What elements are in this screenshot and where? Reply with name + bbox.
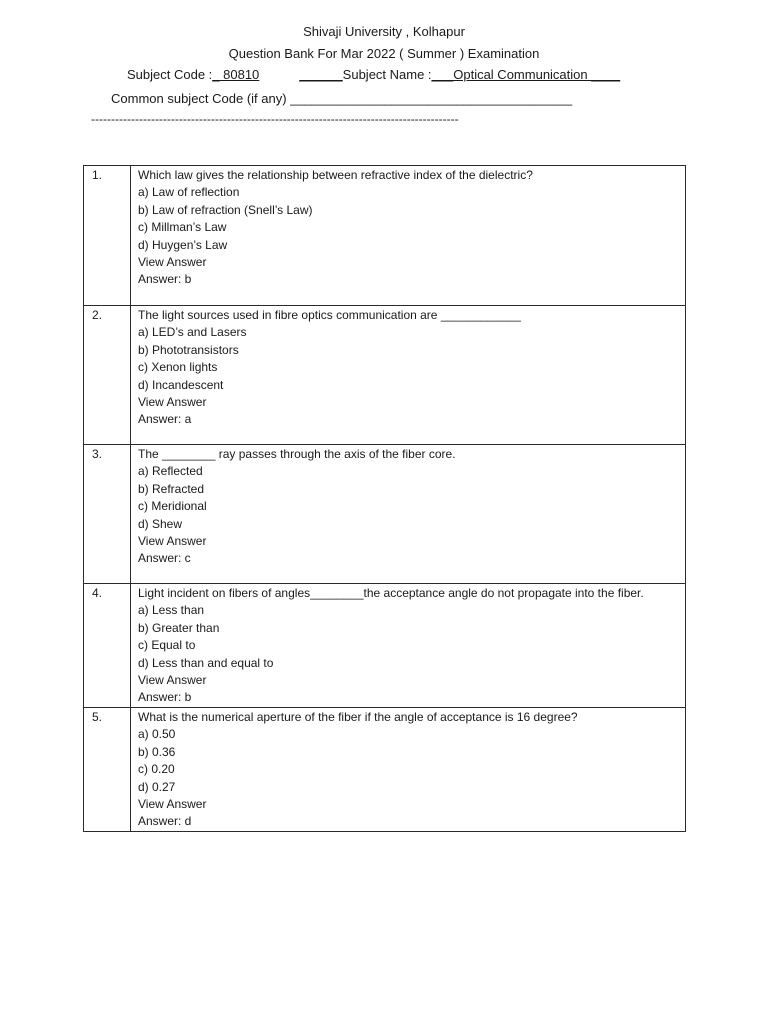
question-body xyxy=(131,166,686,306)
question-text: The ________ ray passes through the axis of the fiber core. xyxy=(138,447,456,461)
view-answer: View Answer xyxy=(138,533,207,548)
question-text: Which law gives the relationship between refractive index of the dielectric? xyxy=(138,168,533,182)
question-row xyxy=(84,306,686,445)
question-text: Light incident on fibers of angles________the acceptance angle do not propagate into the fiber. xyxy=(138,586,644,600)
question-row xyxy=(84,708,686,832)
option-b: b) 0.36 xyxy=(138,744,176,759)
question-body xyxy=(131,445,686,584)
option-a: a) 0.50 xyxy=(138,727,176,742)
question-number: 5. xyxy=(84,708,131,832)
answer-text: Answer: b xyxy=(138,272,192,287)
question-row xyxy=(84,445,686,584)
question-text: The light sources used in fibre optics communication are ____________ xyxy=(138,308,521,322)
exam-title: Question Bank For Mar 2022 ( Summer ) Examination xyxy=(228,46,540,61)
option-c: c) Meridional xyxy=(138,499,207,514)
subject-code-blank: ______ xyxy=(299,67,343,82)
answer-text: Answer: b xyxy=(138,690,192,705)
option-c: c) Xenon lights xyxy=(138,360,218,375)
answer-text: Answer: d xyxy=(138,814,192,829)
subject-code-value: _ 80810 xyxy=(212,67,260,82)
question-row xyxy=(84,166,686,306)
option-b: b) Greater than xyxy=(138,620,220,635)
question-number: 2. xyxy=(84,306,131,445)
option-b: b) Phototransistors xyxy=(138,342,239,357)
option-c: c) Equal to xyxy=(138,638,196,653)
option-a: a) Law of reflection xyxy=(138,185,240,200)
view-answer: View Answer xyxy=(138,796,207,811)
question-body xyxy=(131,584,686,708)
option-b: b) Law of refraction (Snell’s Law) xyxy=(138,202,313,217)
question-text: What is the numerical aperture of the fiber if the angle of acceptance is 16 degree? xyxy=(138,710,578,724)
option-a: a) Reflected xyxy=(138,464,203,479)
question-row xyxy=(84,584,686,708)
common-subject-code: Common subject Code (if any) _______________________________________ xyxy=(111,91,573,106)
view-answer: View Answer xyxy=(138,672,207,687)
question-number: 3. xyxy=(84,445,131,584)
option-d: d) Shew xyxy=(138,516,183,531)
option-c: c) Millman’s Law xyxy=(138,220,227,235)
question-body xyxy=(131,708,686,832)
question-number: 1. xyxy=(84,166,131,306)
subject-name-value: ___Optical Communication ____ xyxy=(431,67,621,82)
option-d: d) 0.27 xyxy=(138,779,176,794)
option-a: a) Less than xyxy=(138,603,205,618)
question-table xyxy=(83,165,686,832)
option-d: d) Incandescent xyxy=(138,377,224,392)
option-a: a) LED’s and Lasers xyxy=(138,325,247,340)
view-answer: View Answer xyxy=(138,254,207,269)
option-b: b) Refracted xyxy=(138,481,205,496)
subject-name-label: Subject Name : xyxy=(342,67,432,82)
divider: -------------------------------------------------------------------------------------------- xyxy=(91,112,459,126)
question-body xyxy=(131,306,686,445)
option-d: d) Huygen’s Law xyxy=(138,237,228,252)
subject-line xyxy=(127,67,620,82)
question-number: 4. xyxy=(84,584,131,708)
view-answer: View Answer xyxy=(138,394,207,409)
subject-code-label: Subject Code : xyxy=(127,67,213,82)
university-title: Shivaji University , Kolhapur xyxy=(303,24,465,39)
answer-text: Answer: c xyxy=(138,551,191,566)
option-d: d) Less than and equal to xyxy=(138,655,274,670)
option-c: c) 0.20 xyxy=(138,762,175,777)
answer-text: Answer: a xyxy=(138,412,192,427)
